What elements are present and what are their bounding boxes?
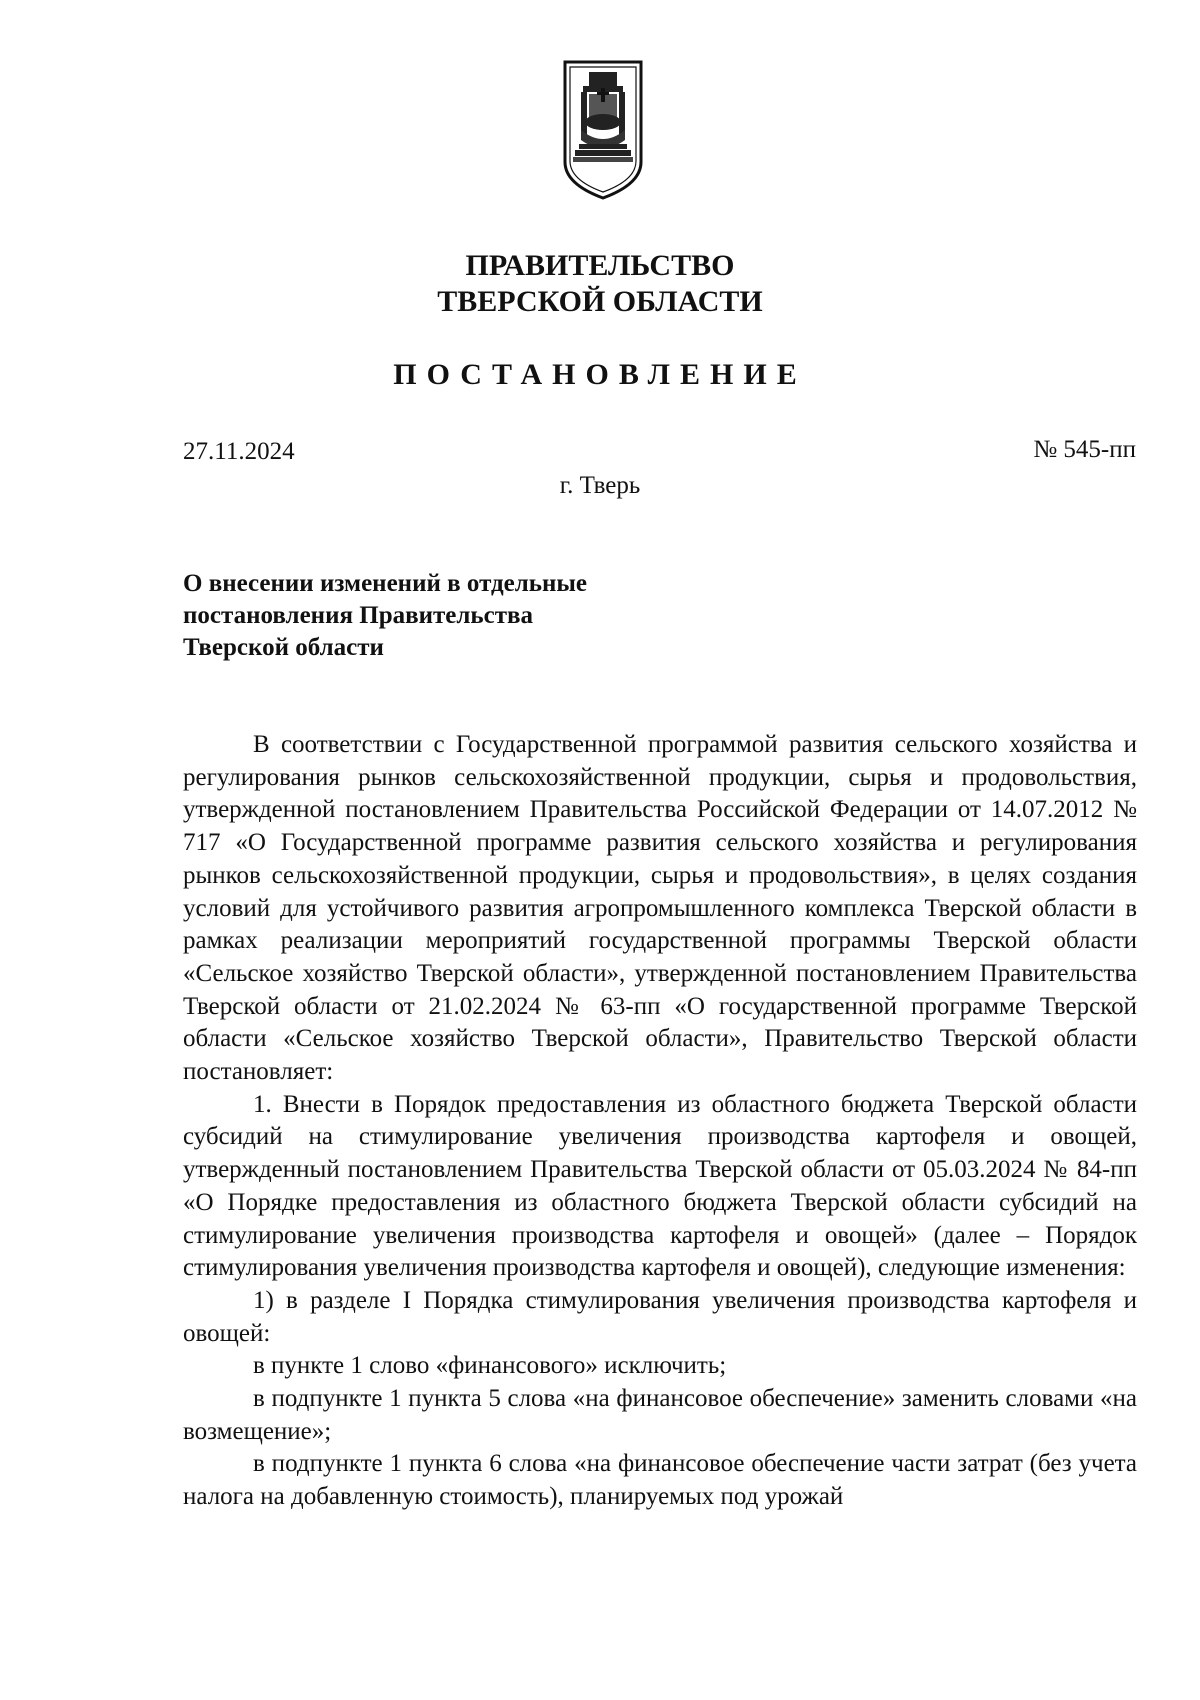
- body-paragraph-preamble: В соответствии с Государственной программой развития сельского хозяйства и регулирования рынков сельскохозяйственной продукции, сырья и продовольствия, утвержденной постановлением Правительства Российской Федерации от 14.07.2012 № 717 «О Государственной программе развития сельского хозяйства и регулирования рынков сельскохозяйственной продукции, сырья и продовольствия», в целях создания условий для устойчивого развития агропромышленного комплекса Тверской области в рамках реализации мероприятий государственной программы Тверской области «Сельское хозяйство Тверской области», утвержденной постановлением Правительства Тверской области от 21.02.2024 № 63-пп «О государственной программе Тверской области «Сельское хозяйство Тверской области», Правительство Тверской области постановляет:: [183, 731, 1137, 1086]
- government-title-line-2: ТВЕРСКОЙ ОБЛАСТИ: [437, 285, 763, 318]
- body-paragraph-subitem-1: 1) в разделе I Порядка стимулирования увеличения производства картофеля и овощей:: [183, 1286, 1137, 1347]
- body-paragraph-change-1: в пункте 1 слово «финансового» исключить;: [253, 1352, 727, 1380]
- document-body: [183, 729, 1137, 1514]
- subject-line-3: Тверской области: [183, 634, 384, 661]
- subject-line-2: постановления Правительства: [183, 602, 533, 629]
- document-date: 27.11.2024: [183, 438, 295, 465]
- body-paragraph-item-1: 1. Внести в Порядок предоставления из областного бюджета Тверской области субсидий на стимулирование увеличения производства картофеля и овощей, утвержденный постановлением Правительства Тверской области от 05.03.2024 № 84-пп «О Порядке предоставления из областного бюджета Тверской области субсидий на стимулирование увеличения производства картофеля и овощей» (далее – Порядок стимулирования увеличения производства картофеля и овощей), следующие изменения:: [183, 1090, 1137, 1282]
- government-title-line-1: ПРАВИТЕЛЬСТВО: [465, 249, 735, 282]
- document-city: г. Тверь: [559, 472, 641, 499]
- body-paragraph-change-2: в подпункте 1 пункта 5 слова «на финансовое обеспечение» заменить словами «на возмещение»;: [183, 1385, 1137, 1445]
- subject-line-1: О внесении изменений в отдельные: [183, 570, 588, 597]
- body-paragraph-change-3: в подпункте 1 пункта 6 слова «на финансовое обеспечение части затрат (без учета налога на добавленную стоимость), планируемых под урожай: [183, 1450, 1137, 1511]
- document-subject: [183, 568, 703, 664]
- government-title: [0, 248, 1200, 320]
- document-number: № 545-пп: [1033, 436, 1136, 463]
- coat-of-arms-icon: [559, 58, 647, 202]
- document-type: ПОСТАНОВЛЕНИЕ: [393, 358, 807, 391]
